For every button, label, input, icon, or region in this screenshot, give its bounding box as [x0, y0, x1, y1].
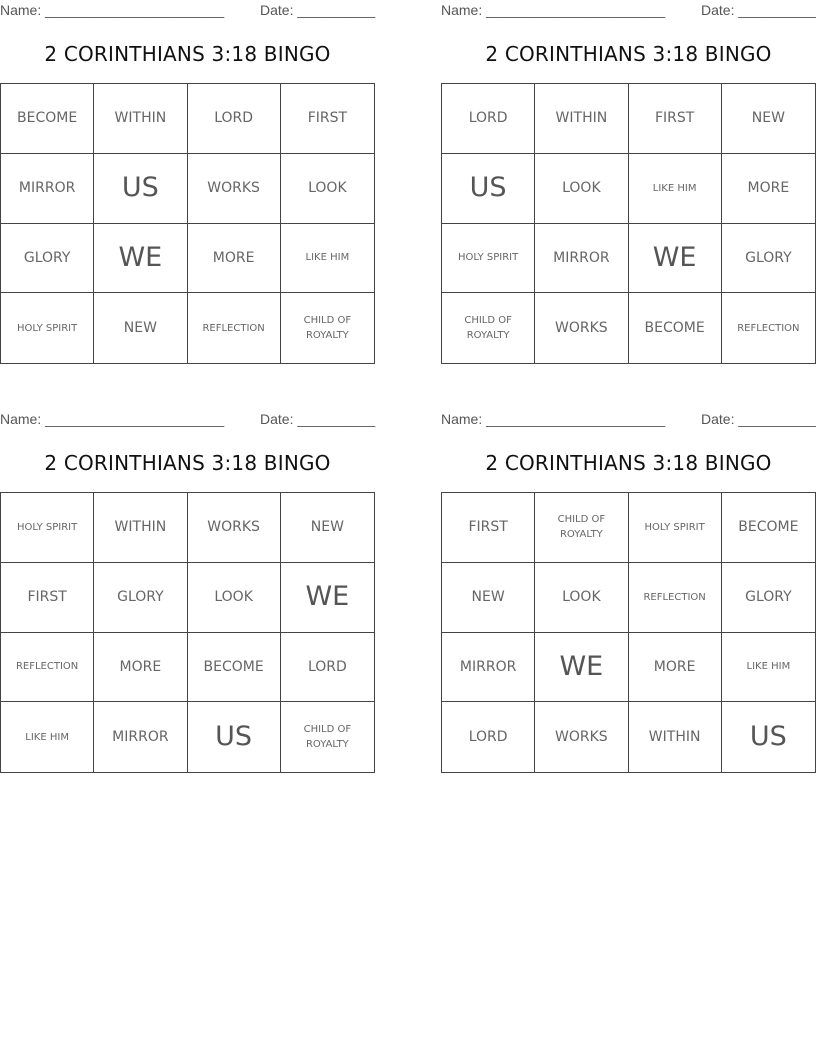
bingo-cell: FIRST	[281, 84, 374, 154]
bingo-cell: US	[749, 721, 787, 753]
bingo-cell: WE	[94, 224, 187, 294]
bingo-cell: GLORY	[1, 224, 94, 294]
bingo-cell: LIKE HIM	[1, 702, 94, 772]
bingo-cell: CHILD OF ROYALTY	[303, 724, 352, 751]
bingo-cell: GLORY	[722, 224, 815, 294]
bingo-cell: CHILD OF ROYALTY	[303, 315, 352, 342]
bingo-cell: WORKS	[535, 293, 628, 363]
bingo-cell: MIRROR	[1, 154, 94, 224]
bingo-grid	[0, 492, 375, 773]
bingo-cell: WORKS	[188, 154, 281, 224]
bingo-cell: WORKS	[535, 702, 628, 772]
date-field: Date: __________	[260, 411, 376, 427]
bingo-cell: NEW	[722, 84, 815, 154]
card-title: 2 CORINTHIANS 3:18 BINGO	[44, 42, 331, 66]
bingo-cell: LIKE HIM	[722, 633, 815, 703]
bingo-cell: MIRROR	[94, 702, 187, 772]
bingo-cell: CHILD OF ROYALTY	[442, 293, 535, 363]
bingo-cell: GLORY	[94, 563, 187, 633]
bingo-cell: MIRROR	[442, 633, 535, 703]
bingo-cell: WE	[535, 633, 628, 703]
bingo-grid	[441, 492, 816, 773]
bingo-cell: HOLY SPIRIT	[1, 493, 94, 563]
name-field: Name: _______________________	[441, 411, 666, 427]
bingo-cell: LIKE HIM	[629, 154, 722, 224]
bingo-cell: FIRST	[1, 563, 94, 633]
bingo-cell: CHILD OF ROYALTY	[535, 493, 628, 563]
name-field: Name: _______________________	[441, 2, 666, 18]
date-field: Date: __________	[701, 411, 816, 427]
bingo-cell: WITHIN	[94, 493, 187, 563]
bingo-cell: LOOK	[535, 154, 628, 224]
card-title: 2 CORINTHIANS 3:18 BINGO	[44, 451, 331, 475]
bingo-cell: BECOME	[188, 633, 281, 703]
bingo-cell: WITHIN	[629, 702, 722, 772]
bingo-cell: FIRST	[629, 84, 722, 154]
bingo-cell: LORD	[188, 84, 281, 154]
bingo-cell: US	[442, 154, 535, 224]
bingo-cell: REFLECTION	[1, 633, 94, 703]
card-title: 2 CORINTHIANS 3:18 BINGO	[485, 451, 772, 475]
bingo-cell: US	[188, 702, 281, 772]
bingo-cell: HOLY SPIRIT	[442, 224, 535, 294]
bingo-cell: WE	[629, 224, 722, 294]
name-field: Name: _______________________	[0, 2, 225, 18]
bingo-cell: GLORY	[722, 563, 815, 633]
card-title: 2 CORINTHIANS 3:18 BINGO	[485, 42, 772, 66]
bingo-card-1	[0, 0, 375, 365]
bingo-cell: LIKE HIM	[281, 224, 374, 294]
bingo-card-2	[441, 0, 816, 365]
bingo-cell: HOLY SPIRIT	[629, 493, 722, 563]
bingo-grid	[441, 83, 816, 364]
date-field: Date: __________	[701, 2, 816, 18]
bingo-cell: REFLECTION	[737, 322, 800, 334]
bingo-cell: WITHIN	[94, 84, 187, 154]
bingo-cell: MORE	[629, 633, 722, 703]
bingo-cell: LORD	[281, 633, 374, 703]
bingo-cell: LOOK	[535, 563, 628, 633]
bingo-grid	[0, 83, 375, 364]
bingo-cell: BECOME	[629, 293, 722, 363]
bingo-cell: MORE	[722, 154, 815, 224]
bingo-cell: LORD	[442, 84, 535, 154]
bingo-cell: NEW	[442, 563, 535, 633]
bingo-cell: MORE	[188, 224, 281, 294]
bingo-cell: MIRROR	[535, 224, 628, 294]
bingo-cell: WORKS	[188, 493, 281, 563]
bingo-cell: WITHIN	[535, 84, 628, 154]
bingo-cell: WE	[281, 563, 374, 633]
bingo-card-4	[441, 409, 816, 774]
bingo-cell: BECOME	[722, 493, 815, 563]
bingo-cell: LORD	[442, 702, 535, 772]
bingo-cell: LOOK	[188, 563, 281, 633]
bingo-cell: MORE	[94, 633, 187, 703]
bingo-cell: FIRST	[442, 493, 535, 563]
bingo-cell: NEW	[94, 293, 187, 363]
bingo-card-3	[0, 409, 375, 774]
date-field: Date: __________	[260, 2, 376, 18]
name-field: Name: _______________________	[0, 411, 225, 427]
bingo-cell: NEW	[281, 493, 374, 563]
bingo-cell: HOLY SPIRIT	[1, 293, 94, 363]
bingo-cell: LOOK	[281, 154, 374, 224]
bingo-cell: REFLECTION	[188, 293, 281, 363]
bingo-cell: US	[94, 154, 187, 224]
bingo-cell: REFLECTION	[629, 563, 722, 633]
bingo-cell: BECOME	[1, 84, 94, 154]
